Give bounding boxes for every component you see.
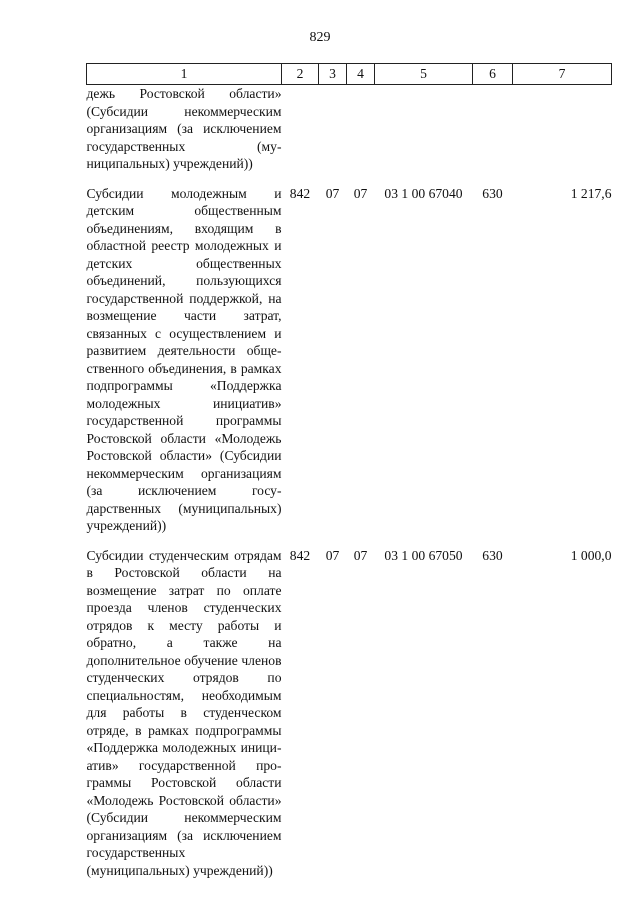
column-header: 6: [473, 64, 513, 85]
target-article-code: 03 1 00 67050: [384, 547, 463, 563]
table-header: [87, 64, 612, 85]
page-number: 829: [309, 30, 331, 45]
table-row: [87, 185, 612, 535]
continuation-description: дежь Ростовской области» (Субсидии некоммерческим организациям (за исключением государственных (муниципальных) учреждений)): [86, 86, 282, 171]
amount: 1 000,0: [570, 547, 612, 563]
target-article-code: 03 1 00 67040: [384, 185, 463, 201]
table-row: [87, 547, 612, 880]
ministry-code: 842: [289, 185, 311, 201]
table-row-continuation: [87, 85, 612, 173]
section-code: 07: [325, 547, 340, 563]
subsection-code: 07: [353, 185, 368, 201]
column-header: 3: [319, 64, 347, 85]
amount: 1 217,6: [570, 185, 612, 201]
column-header: 7: [513, 64, 612, 85]
column-header: 5: [375, 64, 473, 85]
column-header: 4: [347, 64, 375, 85]
ministry-code: 842: [289, 547, 311, 563]
expense-type-code: 630: [482, 185, 503, 201]
section-code: 07: [325, 185, 340, 201]
column-header: 2: [282, 64, 319, 85]
row-description: Субсидии студенческим отрядам в Ростовской области на возмещение затрат по оплате проезда членов студенческих отрядов к месту работы и обратно, а также на дополнительное обучение членов студенческих отрядов по специальностям, необходимым для работы в студенческом отряде, в рамках подпрограммы «Поддержка молодежных инициатив» государственной программы Ростовской области «Молодежь Ростовской области» (Субсидии некоммерческим организациям (за исключением государственных (муниципальных) учреждений)): [86, 547, 282, 878]
budget-table: [86, 63, 612, 879]
subsection-code: 07: [353, 547, 368, 563]
row-description: Субсидии молодежным и детским общественным объединениям, входящим в областной реестр молодежных и детских общественных объединений, пользующихся государственной поддержкой, на возмещение части затрат, связанных с осуществлением и развитием деятельности общественного объединения, в рамках подпрограммы «Поддержка молодежных инициатив» государственной программы Ростовской области «Молодежь Ростовской области» (Субсидии некоммерческим организациям (за исключением государственных (муниципальных) учреждений)): [86, 185, 282, 533]
column-header: 1: [87, 64, 282, 85]
expense-type-code: 630: [482, 547, 503, 563]
